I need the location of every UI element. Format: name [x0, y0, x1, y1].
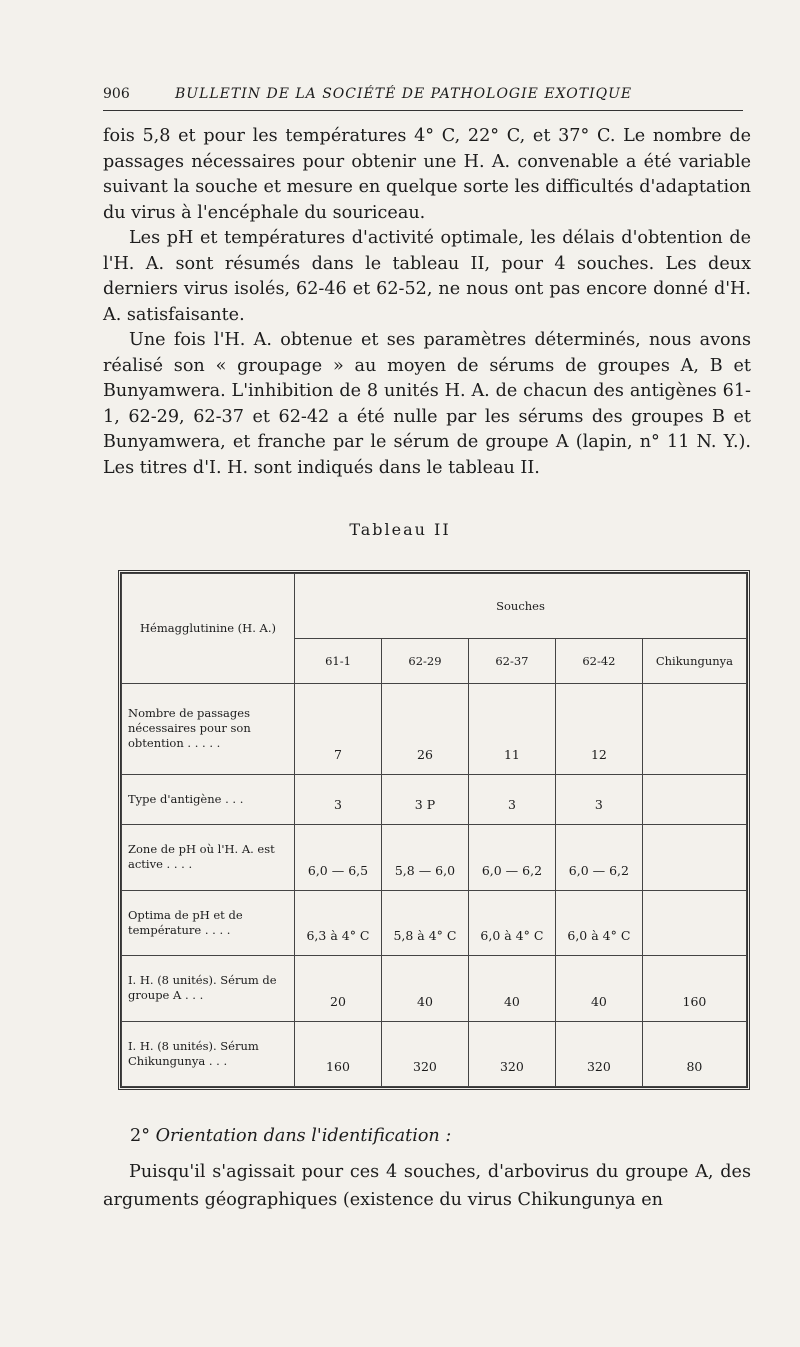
table-row-label: I. H. (8 unités). Sérum Chikungunya . . . [122, 1021, 295, 1087]
table-cell: 320 [468, 1021, 555, 1087]
body-text-continued [103, 1158, 751, 1214]
table-row-label: Zone de pH où l'H. A. est active . . . . [122, 825, 295, 890]
table-column-header: 62-42 [555, 639, 642, 684]
table-cell: 3 [295, 774, 382, 824]
table-column-header: 62-29 [381, 639, 468, 684]
table-row [122, 1021, 747, 1087]
table-cell: 12 [555, 684, 642, 775]
table-cell: 11 [468, 684, 555, 775]
table-cell: 3 [555, 774, 642, 824]
table-column-header: Chikungunya [642, 639, 746, 684]
table-row [122, 825, 747, 890]
paragraph: Une fois l'H. A. obtenue et ses paramètres déterminés, nous avons réalisé son « groupage » au moyen de sérums de groupes A, B et Bunyamwera. L'inhibition de 8 unités H. A. de chacun des antigènes 61-1, 62-29, 62-37 et 62-42 a été nulle par les sérums des groupes B et Bunyamwera, et franche par le sérum de groupe A (lapin, n° 11 N. Y.). Les titres d'I. H. sont indiqués dans le tableau II. [103, 330, 751, 478]
running-title: BULLETIN DE LA SOCIÉTÉ DE PATHOLOGIE EXOTIQUE [175, 86, 633, 102]
table-cell: 5,8 — 6,0 [381, 825, 468, 890]
table-row-label: Optima de pH et de température . . . . [122, 890, 295, 955]
table-row-label: Nombre de passages nécessaires pour son obtention . . . . . [122, 684, 295, 775]
table-cell: 6,0 — 6,2 [555, 825, 642, 890]
table-cell: 6,0 — 6,5 [295, 825, 382, 890]
table-cell: 40 [381, 956, 468, 1021]
table-column-header: 61-1 [295, 639, 382, 684]
table-cell: 5,8 à 4° C [381, 890, 468, 955]
table-cell: 320 [381, 1021, 468, 1087]
running-header [103, 84, 743, 111]
table-cell [642, 774, 746, 824]
table-row-label: Type d'antigène . . . [122, 774, 295, 824]
section-title: Orientation dans l'identification : [155, 1126, 452, 1146]
table-cell: 26 [381, 684, 468, 775]
body-text [103, 124, 751, 481]
paragraph: fois 5,8 et pour les températures 4° C, 22° C, et 37° C. Le nombre de passages nécessaires pour obtenir une H. A. convenable a été variable suivant la souche et mesure en quelque sorte les difficultés d'adaptation du virus à l'encéphale du souriceau. [103, 126, 751, 223]
table-cell: 3 [468, 774, 555, 824]
table-cell: 40 [468, 956, 555, 1021]
table-cell: 20 [295, 956, 382, 1021]
table-cell: 160 [642, 956, 746, 1021]
paragraph: Puisqu'il s'agissait pour ces 4 souches, d'arbovirus du groupe A, des arguments géographiques (existence du virus Chikungunya en [103, 1162, 751, 1210]
table-row [122, 956, 747, 1021]
table-cell: 3 P [381, 774, 468, 824]
table-row-label: I. H. (8 unités). Sérum de groupe A . . . [122, 956, 295, 1021]
data-table [118, 570, 750, 1090]
table-cell: 6,0 à 4° C [468, 890, 555, 955]
section-number: 2° [130, 1126, 150, 1146]
table-group-header: Souches [295, 574, 747, 639]
table-column-header: 62-37 [468, 639, 555, 684]
table-cell: 160 [295, 1021, 382, 1087]
table-cell: 6,0 — 6,2 [468, 825, 555, 890]
table-row [122, 684, 747, 775]
table-cell: 320 [555, 1021, 642, 1087]
table-cell [642, 684, 746, 775]
paragraph: Les pH et températures d'activité optimale, les délais d'obtention de l'H. A. sont résumés dans le tableau II, pour 4 souches. Les deux derniers virus isolés, 62-46 et 62-52, ne nous ont pas encore donné d'H. A. satisfaisante. [103, 228, 751, 325]
page-number: 906 [103, 86, 130, 102]
section-heading [130, 1126, 451, 1146]
table-cell: 80 [642, 1021, 746, 1087]
table-row [122, 890, 747, 955]
table-cell: 40 [555, 956, 642, 1021]
table-cell [642, 825, 746, 890]
table-cell: 7 [295, 684, 382, 775]
table-corner-label: Hémagglutinine (H. A.) [122, 574, 295, 684]
table-row [122, 774, 747, 824]
table-title: Tableau II [349, 520, 451, 539]
table-cell [642, 890, 746, 955]
table-cell: 6,0 à 4° C [555, 890, 642, 955]
table-cell: 6,3 à 4° C [295, 890, 382, 955]
